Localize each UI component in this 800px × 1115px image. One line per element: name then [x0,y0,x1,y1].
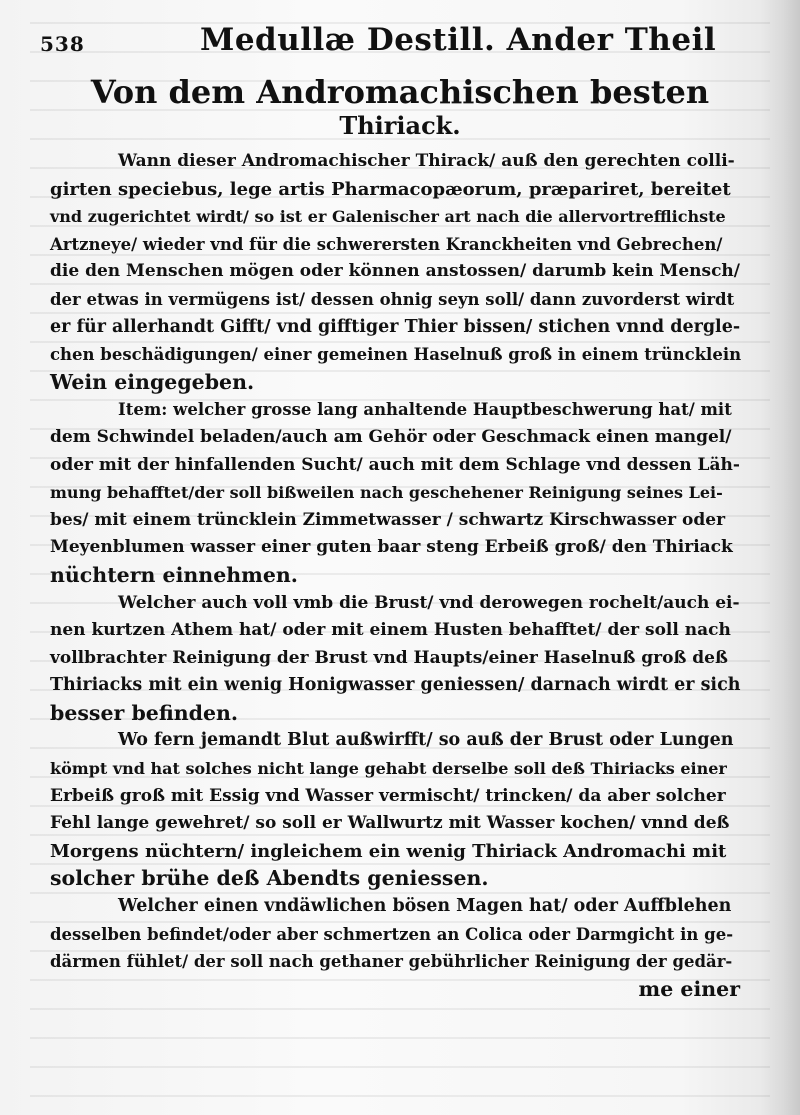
text-line: vnd zugerichtet wirdt/ so ist er Galenischer art nach die allervortrefflichste [50,207,726,227]
body-text [50,148,740,1003]
text-line: kömpt vnd hat solches nicht lange gehabt derselbe soll deß Thiriacks einer [50,759,727,779]
text-line: Erbeiß groß mit Essig vnd Wasser vermischt/ trincken/ da aber solcher [50,785,726,806]
page-edge-shadow [760,0,800,1115]
text-line: därmen fühlet/ der soll nach gethaner gebührlicher Reinigung der gedär- [50,952,733,972]
text-line: desselben befindet/oder aber schmertzen an Colica oder Darmgicht in ge- [50,924,734,944]
text-line: Item: welcher grosse lang anhaltende Hauptbeschwerung hat/ mit [118,400,732,420]
text-line: Welcher einen vndäwlichen bösen Magen hat/ oder Auffblehen [118,896,732,917]
text-line: chen beschädigungen/ einer gemeinen Haselnuß groß in einem trüncklein [50,345,742,365]
running-title: Medullæ Destill. Ander Theil [200,22,717,58]
text-line: bes/ mit einem trüncklein Zimmetwasser / schwartz Kirschwasser oder [50,509,726,530]
text-line: Thiriacks mit ein wenig Honigwasser geniessen/ darnach wirdt er sich [50,675,741,696]
text-line: solcher brühe deß Abendts geniessen. [50,866,489,891]
text-line: Welcher auch voll vmb die Brust/ vnd derowegen rochelt/auch ei- [118,592,740,613]
text-line: Fehl lange gewehret/ so soll er Wallwurtz mit Wasser kochen/ vnnd deß [50,813,730,834]
heading-line-1: Von dem Andromachischen besten [90,73,710,111]
text-line: oder mit der hinfallenden Sucht/ auch mit dem Schlage vnd dessen Läh- [50,454,740,475]
text-line: dem Schwindel beladen/auch am Gehör oder Geschmack einen mangel/ [50,426,732,447]
heading-line-2: Thiriack. [339,111,461,140]
running-head [40,20,760,60]
text-line: Wein eingegeben. [50,369,255,394]
text-line: girten speciebus, lege artis Pharmacopæorum, præpariret, bereitet [50,178,731,200]
text-line: Wann dieser Andromachischer Thirack/ auß den gerechten colli- [118,151,735,171]
text-line: der etwas in vermügens ist/ dessen ohnig seyn soll/ dann zuvorderst wirdt [50,289,735,309]
text-line: nen kurtzen Athem hat/ oder mit einem Husten behafftet/ der soll nach [50,620,731,641]
text-line: Meyenblumen wasser einer guten baar steng Erbeiß groß/ den Thiriack [50,537,733,558]
page-number: 538 [40,32,85,56]
catchword: me einer [638,976,740,1001]
text-line: nüchtern einnehmen. [50,562,298,587]
text-line: Wo fern jemandt Blut außwirfft/ so auß der Brust oder Lungen [118,730,734,751]
text-line: er für allerhandt Gifft/ vnd gifftiger Thier bissen/ stichen vnnd dergle- [50,316,741,337]
text-line: mung behafftet/der soll bißweilen nach geschehener Reinigung seines Lei- [50,483,723,503]
text-line: die den Menschen mögen oder können anstossen/ darumb kein Mensch/ [50,261,740,282]
chapter-heading [60,72,740,140]
text-line: besser befinden. [50,700,239,725]
text-line: vollbrachter Reinigung der Brust vnd Haupts/einer Haselnuß groß deß [50,647,728,668]
text-line: Morgens nüchtern/ ingleichem ein wenig Thiriack Andromachi mit [50,840,727,862]
text-line: Artzneye/ wieder vnd für die schwerersten Kranckheiten vnd Gebrechen/ [50,234,723,254]
